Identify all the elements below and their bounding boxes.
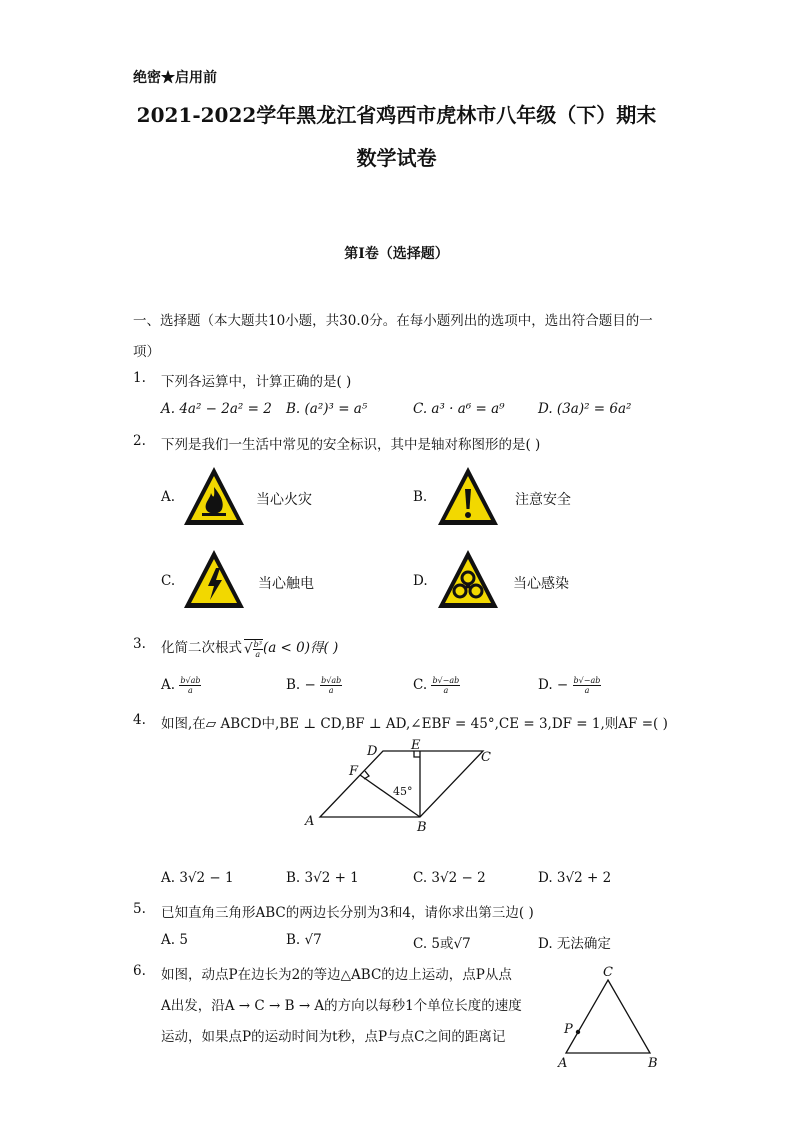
option-a: A. (161, 489, 176, 505)
option-a: A. 3√2 − 1 (161, 870, 234, 886)
option-b: B. (a²)³ = a⁵ (286, 401, 368, 417)
fire-warning-icon (182, 465, 246, 527)
option-c: C. 3√2 − 2 (413, 870, 486, 886)
question-text: 如图,在▱ ABCD中,BE ⊥ CD,BF ⊥ AD,∠EBF = 45°,CE = 3,DF = 1,则AF =( ) (161, 716, 668, 732)
confidential-mark: 绝密★启用前 (133, 70, 217, 86)
electric-warning-icon (182, 548, 246, 610)
question-text-line: 如图，动点P在边长为2的等边△ABC的边上运动，点P从点 (161, 967, 512, 983)
question-number: 5. (133, 901, 146, 917)
option-a: A. 4a² − 2a² = 2 (161, 401, 272, 417)
question-number: 6. (133, 963, 146, 979)
label-f: F (349, 764, 359, 779)
label-p: P (564, 1022, 573, 1037)
question-text-line: 运动，如果点P的运动时间为t秒，点P与点C之间的距离记 (161, 1029, 506, 1045)
radicand-numerator: b³ (253, 639, 262, 649)
option-d: D. (413, 573, 428, 589)
question-text: 已知直角三角形ABC的两边长分别为3和4，请你求出第三边( ) (161, 905, 534, 921)
label-d: D (367, 744, 378, 759)
option-d: D. 3√2 + 2 (538, 870, 612, 886)
label-c: C (481, 750, 491, 765)
option-c: C. (161, 573, 176, 589)
label-angle: 45° (393, 785, 413, 798)
section-heading: 一、选择题（本大题共10小题，共30.0分。在每小题列出的选项中，选出符合题目的一项） (133, 313, 653, 360)
question-number: 4. (133, 712, 146, 728)
radicand-denominator: a (255, 649, 261, 659)
biohazard-warning-icon (436, 548, 500, 610)
label-a: A (558, 1056, 568, 1071)
option-c: C. 5或√7 (413, 936, 471, 952)
option-b: B. √7 (286, 932, 322, 948)
exam-title: 2021-2022学年黑龙江省鸡西市虎林市八年级（下）期末 (136, 103, 657, 127)
option-b: B. − $\frac{b√ab}{a}$ (286, 676, 342, 695)
option-b: B. 3√2 + 1 (286, 870, 359, 886)
option-b: B. (413, 489, 428, 505)
option-d: D. (3a)² = 6a² (538, 401, 632, 417)
question-number: 2. (133, 433, 146, 449)
label-e: E (411, 738, 421, 753)
sign-label: 当心感染 (513, 576, 569, 592)
question-text: 下列是我们一生活中常见的安全标识，其中是轴对称图形的是( ) (161, 437, 541, 453)
parallelogram-figure (295, 737, 505, 837)
option-c: C. a³ · a⁶ = a⁹ (413, 401, 505, 417)
question-text-before: 化简二次根式 (161, 640, 242, 656)
option-d: D. − $\frac{b√-ab}{a}$ (538, 676, 601, 695)
label-b: B (648, 1056, 658, 1071)
question-number: 1. (133, 370, 146, 386)
radical-sign: √ $\frac{\text{b³}}{a}$ (244, 639, 262, 659)
volume-heading: 第I卷（选择题） (344, 246, 449, 262)
question-text-after: (a < 0)得( ) (262, 640, 339, 656)
option-d: D. 无法确定 (538, 936, 611, 952)
option-a: A. $\frac{b√ab}{a}$ (161, 676, 201, 695)
equilateral-triangle-figure (552, 963, 664, 1071)
option-a: A. 5 (161, 932, 188, 948)
exclamation-warning-icon (436, 465, 500, 527)
question-number: 3. (133, 636, 146, 652)
sign-label: 注意安全 (515, 492, 571, 508)
question-text-line: A出发，沿A → C → B → A的方向以每秒1个单位长度的速度 (161, 998, 522, 1014)
sign-label: 当心触电 (258, 576, 314, 592)
label-b: B (417, 820, 427, 835)
question-text: 下列各运算中，计算正确的是( ) (161, 374, 352, 390)
exam-subtitle: 数学试卷 (356, 146, 437, 170)
radicand-fraction (253, 640, 263, 659)
question-text (161, 636, 338, 659)
sign-label: 当心火灾 (256, 492, 312, 508)
option-c: C. $\frac{b√-ab}{a}$ (413, 676, 460, 695)
label-a: A (305, 814, 315, 829)
label-c: C (603, 965, 613, 980)
